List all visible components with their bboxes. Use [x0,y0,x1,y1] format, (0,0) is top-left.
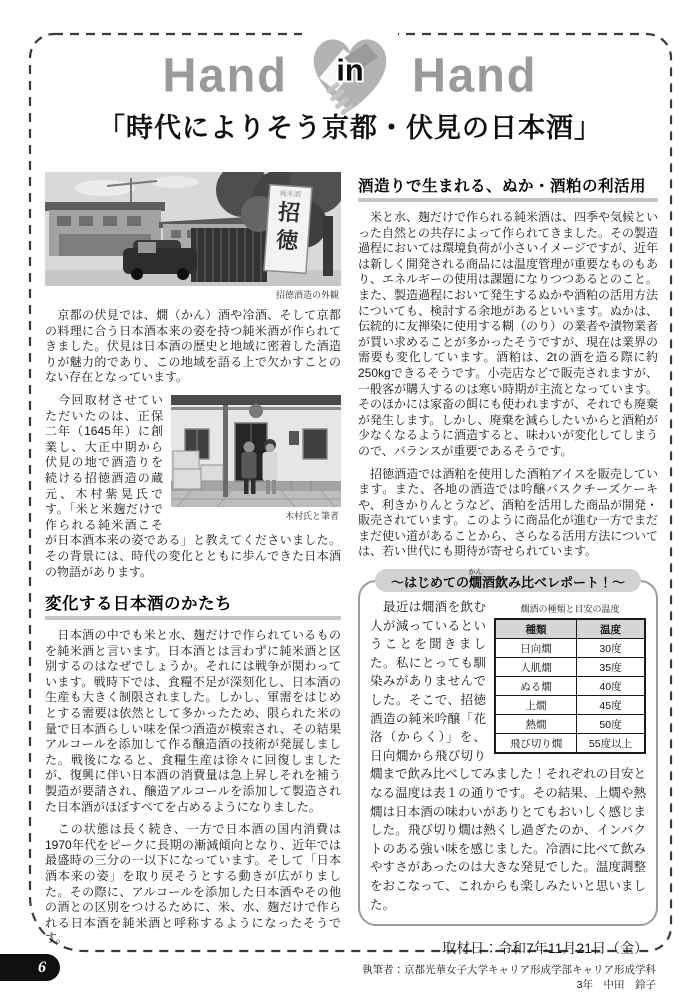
page-number-tab [0,954,60,981]
kanzake-table-block [494,598,646,754]
right-column [358,172,658,992]
paragraph-interview-wrap [45,393,341,580]
paragraph-intro-fushimi: 京都の伏見では、燗（かん）酒や冷酒、そして京都の料理に合う日本酒本来の姿を持つ純米酒が作られてきました。伏見は日本酒の歴史と地域に密着した酒造りが魅力的であり、この地域を語る上で欠かすことのない存在となっています。 [45,308,341,385]
table-row [495,639,645,658]
svg-text:徳: 徳 [275,227,299,254]
cell-temp: 45度 [577,696,645,715]
kanzake-report-box [358,569,658,926]
paragraph-consumption: この状態は長く続き、一方で日本酒の国内消費は1970年代をピークに長期の漸減傾向となり、近年では最盛時の三分の一以下になっています。そして「日本酒本来の姿」を取り戻そうとする動きが広がりました。その際に、アルコールを添加した日本酒やその他の酒との区別をつけるために、米、水、麹だけで作られる日本酒を純米酒と呼称するようになったそうです。 [45,822,341,946]
table-row [495,734,645,754]
cell-type: 人肌燗 [495,658,577,677]
photo-caption-exterior: 招徳酒造の外観 [275,290,339,300]
paragraph-byproducts-2: 招徳酒造では酒粕を使用した酒粕アイスを販売しています。また、各地の酒造では吟醸バスクチーズケーキや、利きかりんとうなど、酒粕を活用した商品が開発・販売されています。このように商品化が進む一方でまだまだ使い道があることから、さらなる活用方法については、若い世代にも期待が寄せられています。 [358,466,658,559]
paragraph-interview: 今回取材させていただいたのは、正保二年（1645年）に創業し、大正中期から伏見の地で酒造りを続ける招徳酒造の蔵元、木村紫晃氏です。「米と米麹だけで作られる純米酒こそが日本酒本来の姿である」と教えてくださいました。その背景には、時代の変化とともに歩んできた日本酒の物語があります。 [45,392,341,579]
logo-word-hand-right: Hand [412,46,538,102]
cell-temp: 35度 [577,658,645,677]
report-title-prefix: ～はじめての [390,575,469,591]
report-title-ruby [468,569,483,591]
cell-type: 飛び切り燗 [495,734,577,754]
svg-text:招: 招 [277,199,301,226]
logo-word-in: in [336,52,364,88]
section-heading-changing-sake: 変化する日本酒のかたち [45,590,341,620]
report-body: 最近は燗酒を飲む人が減っているということを聞きました。私にとっても馴染みがありませんでした。そこで、招徳酒造の純米吟醸「花洛（からく）」を、日向燗から飛び切り燗まで飲み比べしてみました！それぞれの目安となる温度は表１の通りです。その結果、上燗や熱燗は日本酒の味わいがありとてもおいしく感じました。飛び切り燗は熱くし過ぎたのか、インパクトのある強い味を感じました。冷酒に比べて飲みやすさがあったのは大きな発見でした。温度調整をおこなって、これからも楽しみたいと思いました。 [370,600,646,912]
table-header-row [495,619,645,639]
photo-caption-interview: 木村氏と筆者 [284,510,339,521]
cell-temp: 40度 [577,677,645,696]
report-title-ruby-base: 燗 [468,575,483,591]
cell-type: 熱燗 [495,715,577,734]
cell-temp: 50度 [577,715,645,734]
section-heading-byproducts: 酒造りで生まれる、ぬか・酒粕の利活用 [358,174,658,202]
table-header-type: 種類 [495,619,577,639]
page-number: 6 [38,958,46,976]
table-header-temp: 温度 [577,619,645,639]
interview-photo-block [171,395,341,524]
svg-text:純米酒: 純米酒 [279,190,302,199]
table-row [495,715,645,734]
cell-temp: 55度以上 [577,734,645,754]
author-credit: 執筆者：京都光華女子大学キャリア形成学部キャリア形成学科3年 中田 鈴子 [362,964,656,992]
table-row [495,658,645,677]
logo-word-hand-left: Hand [162,46,288,102]
cell-type: ぬる燗 [495,677,577,696]
kanzake-table-caption: 燗酒の種類と目安の温度 [520,604,620,615]
kanzake-temperature-table [494,618,646,754]
article-title: 「時代によりそう京都・伏見の日本酒」 [98,113,602,143]
cell-temp: 30度 [577,639,645,658]
cell-type: 上燗 [495,696,577,715]
report-title-ruby-text: かん [468,569,483,577]
cell-type: 日向燗 [495,639,577,658]
interview-photo [171,395,341,507]
report-box-title [375,569,641,592]
report-title-suffix: 酒飲み比べレポート！～ [482,575,626,591]
table-row [495,677,645,696]
paragraph-byproducts-1: 米と水、麹だけで作られる純米酒は、四季や気候といった自然との共存によって作られてきました。その製造過程においては環境負荷が小さいイメージですが、近年は新しく開発される商品には温度管理が重要なものもあり、エネルギーの使用は課題になりつつあるとのこと。また、製造過程において発生するぬかや酒粕の活用方法についても、検討する余地があるといいます。ぬかは、伝統的に友禅染に使用する糊（のり）の業者や漬物業者が買い求めることが多かったそうですが、現在は業界の需要も変化しています。酒粕は、2tの酒を造る際に約250kgできるそうです。小売店などで販売されますが、一般客が購入するのは寒い時期が主流となっています。そのほかには家畜の餌にも使われますが、それでも廃棄が発生します。しかし、廃棄を減らしたいからと酒粕が少なくなるように酒造すると、味わいが変化してしまうので、バランスが重要であるそうです。 [358,210,659,458]
interview-date: 取材日：令和7年11月21日（金） [442,940,648,957]
brewery-exterior-photo [45,172,341,286]
left-column [45,172,341,954]
table-row [495,696,645,715]
paragraph-history: 日本酒の中でも米と水、麹だけで作られているものを純米酒と言います。日本酒とは言わずに純米酒と区別するのはなぜでしょうか。それには戦争が関わっています。戦時下では、食糧不足が深刻化し、日本酒の生産も大きく制限されました。しかし、軍需をはじめとする需要は依然として多かったため、限られた米の量で日本酒らしい味を保つ酒造が模索され、その結果アルコールを添加して作る醸造酒の技術が発展しました。戦後になると、食糧生産は徐々に回復しましたが、復興に伴い日本酒の消費量は急上昇しそれを補う製造が要請され、醸造アルコールを添加して製造された日本酒がほぼすべてを占めるようになりました。 [45,628,341,814]
